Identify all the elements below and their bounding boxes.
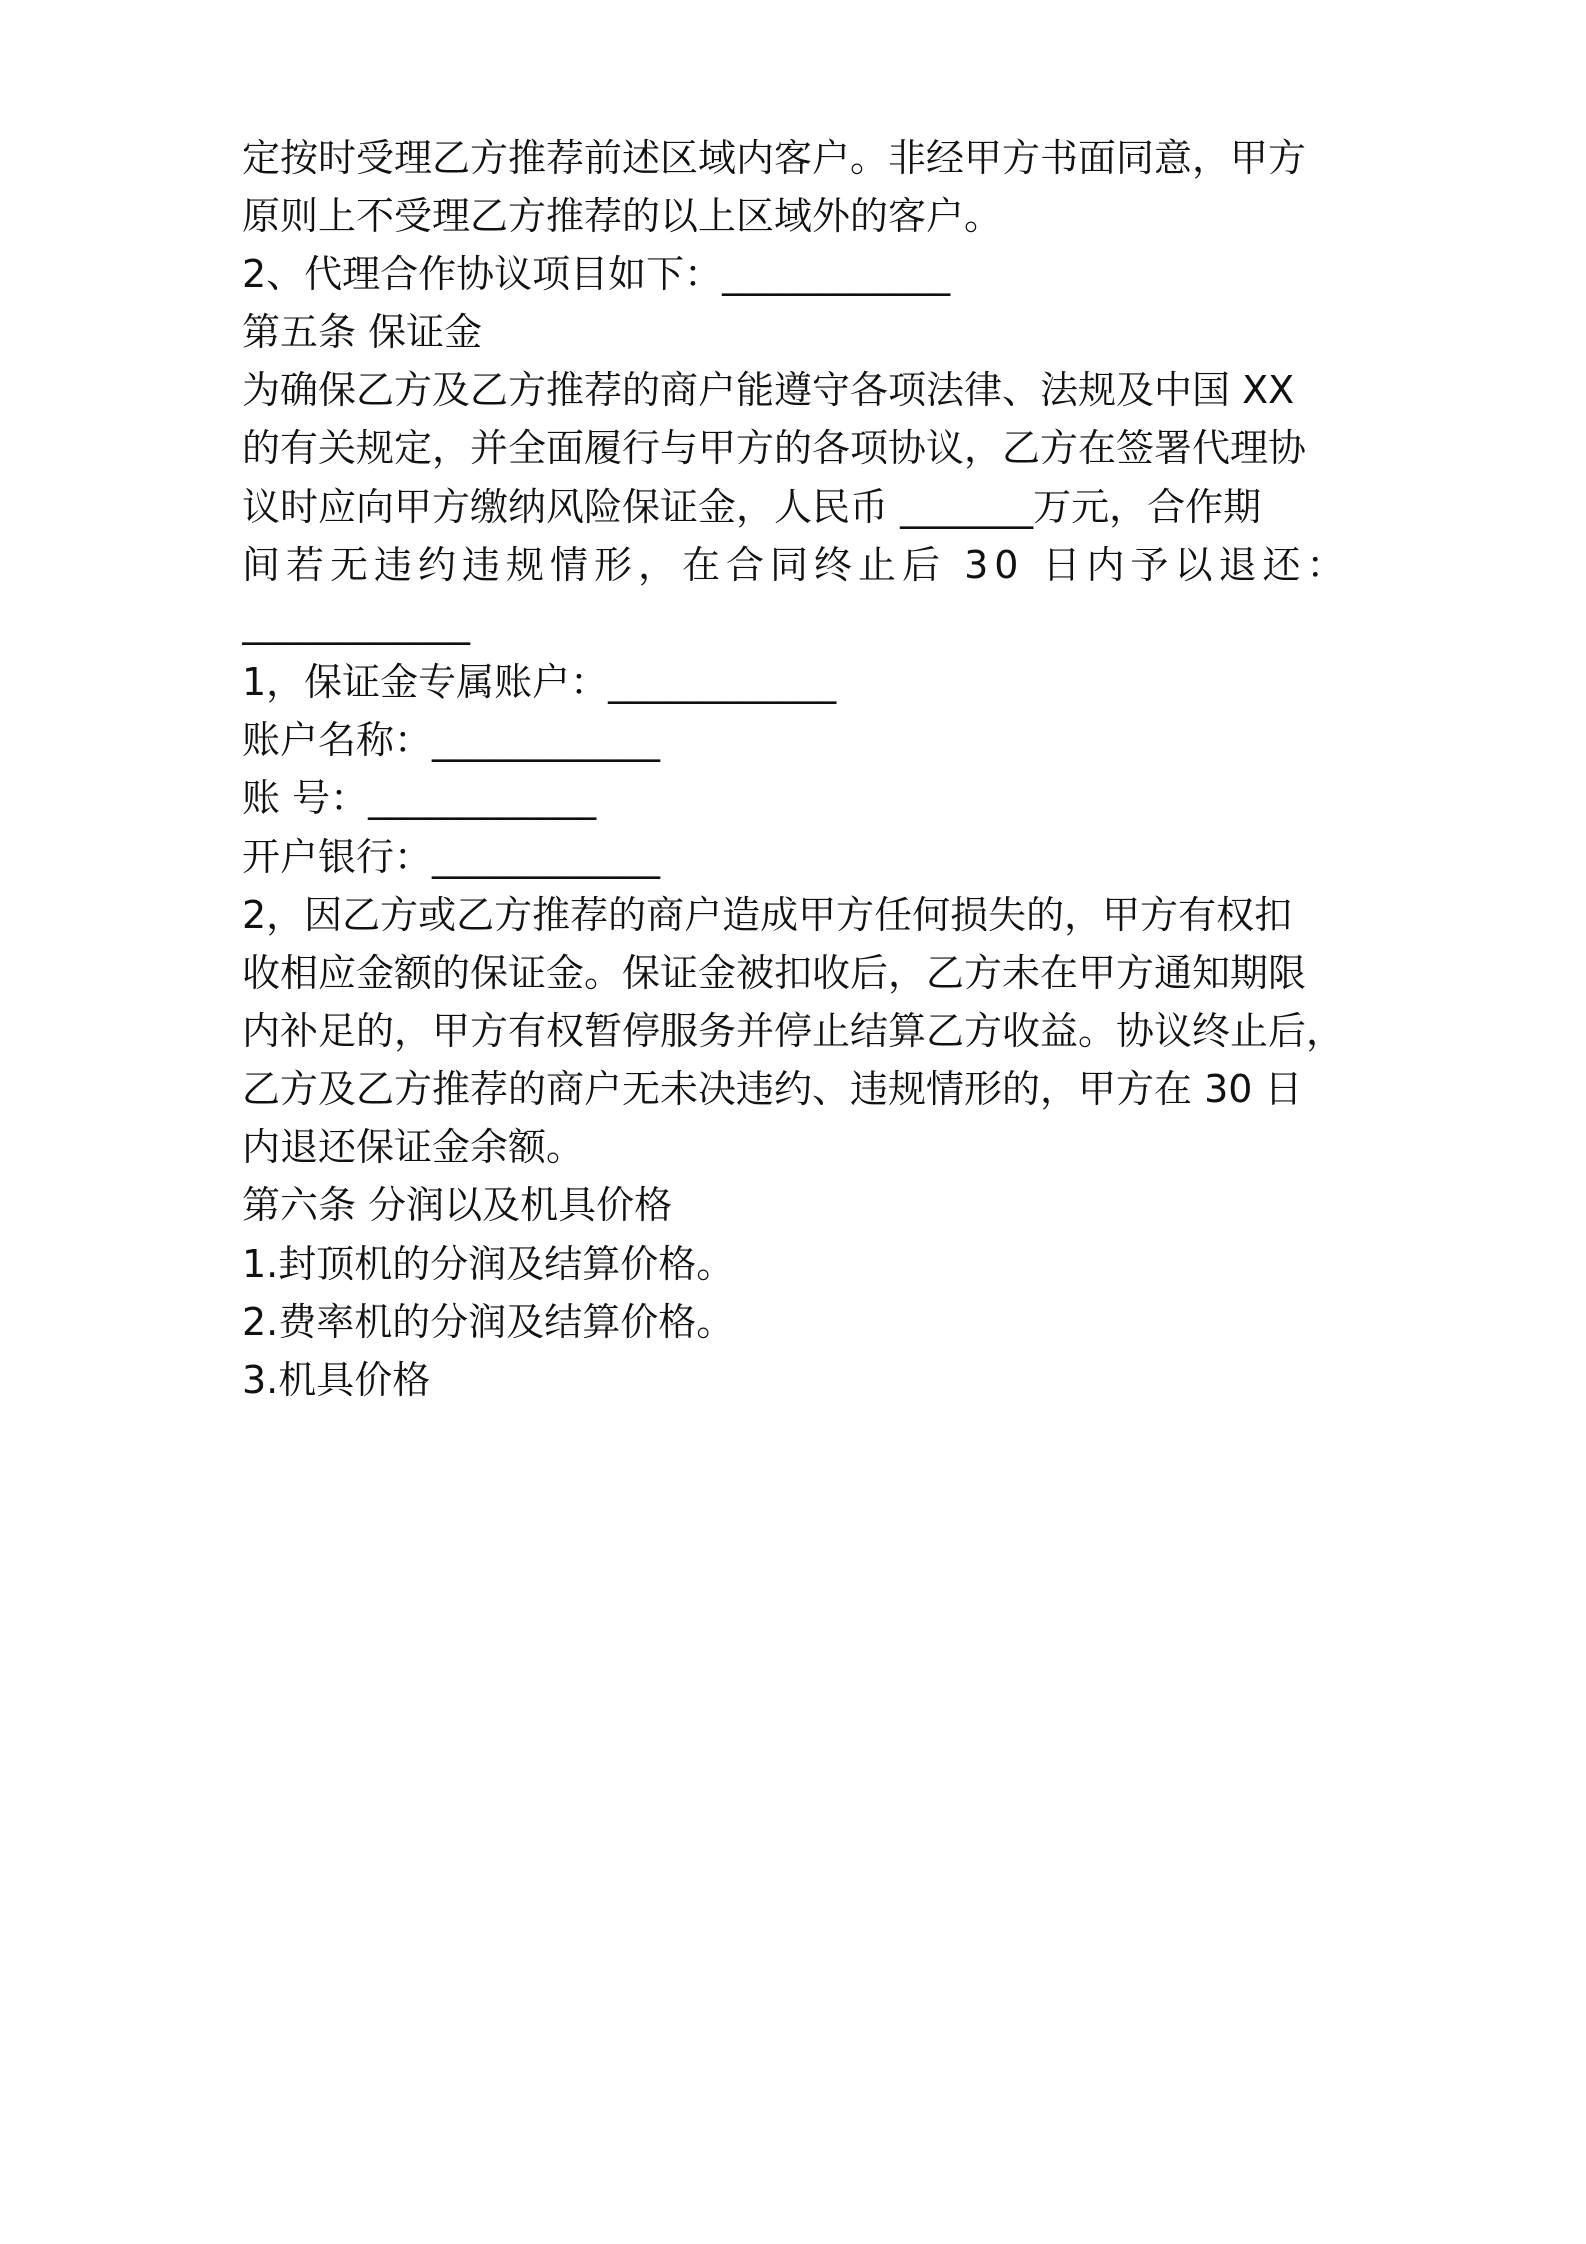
article-heading: 第五条 保证金 bbox=[242, 310, 483, 354]
list-item: 1.封顶机的分润及结算价格。 bbox=[242, 1242, 735, 1286]
list-item: 2.费率机的分润及结算价格。 bbox=[242, 1300, 735, 1344]
account-number-line: 账 号：____________ bbox=[242, 776, 597, 820]
list-item: 3.机具价格 bbox=[242, 1358, 431, 1402]
account-name-line: 账户名称：____________ bbox=[242, 718, 661, 762]
paragraph-line: 原则上不受理乙方推荐的以上区域外的客户。 bbox=[242, 194, 1003, 238]
paragraph-line: 议时应向甲方缴纳风险保证金，人民币 _______万元，合作期 bbox=[242, 485, 1262, 529]
blank-line: ____________ bbox=[242, 601, 470, 645]
paragraph-line: 定按时受理乙方推荐前述区域内客户。非经甲方书面同意，甲方 bbox=[242, 136, 1307, 180]
paragraph-line: 内退还保证金余额。 bbox=[242, 1125, 585, 1169]
bank-line: 开户银行：____________ bbox=[242, 835, 661, 879]
paragraph-line: 间若无违约违规情形，在合同终止后 30 日内予以退还： bbox=[242, 543, 1351, 587]
article-heading: 第六条 分润以及机具价格 bbox=[242, 1183, 673, 1227]
paragraph-line: 内补足的，甲方有权暂停服务并停止结算乙方收益。协议终止后， bbox=[242, 1009, 1345, 1053]
paragraph-line: 乙方及乙方推荐的商户无未决违约、违规情形的，甲方在 30 日 bbox=[242, 1067, 1303, 1111]
clause-line: 2、代理合作协议项目如下：____________ bbox=[242, 252, 951, 296]
paragraph-line: 为确保乙方及乙方推荐的商户能遵守各项法律、法规及中国 XX bbox=[242, 368, 1295, 412]
paragraph-line: 收相应金额的保证金。保证金被扣收后，乙方未在甲方通知期限 bbox=[242, 951, 1307, 995]
paragraph-line: 2，因乙方或乙方推荐的商户造成甲方任何损失的，甲方有权扣 bbox=[242, 893, 1293, 937]
paragraph-line: 的有关规定，并全面履行与甲方的各项协议，乙方在签署代理协 bbox=[242, 426, 1307, 470]
account-line: 1，保证金专属账户：____________ bbox=[242, 660, 837, 704]
